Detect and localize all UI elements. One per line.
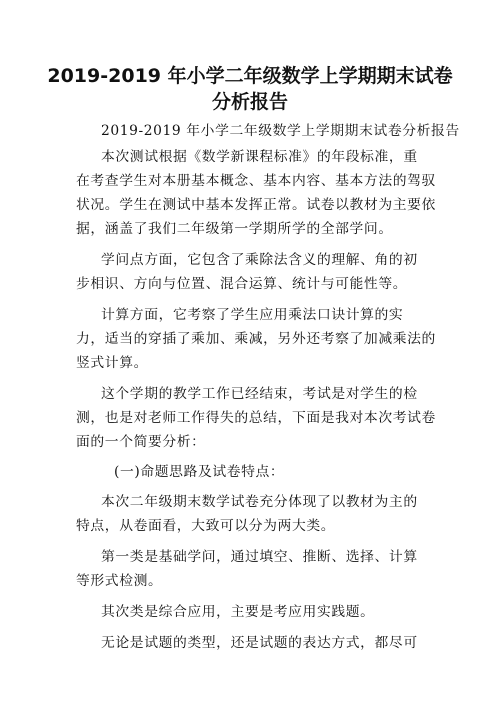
paragraph-line: 特点，从卷面看，大致可以分为两大类。: [76, 518, 336, 534]
paragraph-line: 力，适当的穿插了乘加、乘减，另外还考察了加减乘法的: [76, 331, 436, 347]
paragraph-line: 等形式检测。: [76, 573, 163, 589]
paragraph-line: 竖式计算。: [76, 355, 148, 371]
paragraph-line: 面的一个简要分析：: [76, 434, 206, 450]
paragraph-line: 计算方面，它考察了学生应用乘法口诀计算的实: [101, 307, 404, 323]
paragraph-line: 第一类是基础学问，通过填空、推断、选择、计算: [101, 549, 418, 565]
document-title-line-1: 2019-2019 年小学二年级数学上学期期末试卷: [47, 65, 453, 87]
paragraph-line: 在考查学生对本册基本概念、基本内容、基本方法的驾驭: [76, 173, 436, 189]
paragraph-line: 步相识、方向与位置、混合运算、统计与可能性等。: [76, 276, 408, 292]
paragraph-line: 这个学期的教学工作已经结束，考试是对学生的检: [101, 386, 418, 402]
document-title-line-2: 分析报告: [211, 91, 288, 113]
paragraph-line: 学问点方面，它包含了乘除法含义的理解、角的初: [101, 252, 418, 268]
subtitle-line: 2019-2019 年小学二年级数学上学期期末试卷分析报告: [101, 123, 460, 139]
paragraph-line: 本次二年级期末数学试卷充分体现了以教材为主的: [101, 494, 418, 510]
paragraph-line: 其次类是综合应用，主要是考应用实践题。: [101, 604, 375, 620]
paragraph-line: 本次测试根据《数学新课程标准》的年段标准，重: [101, 149, 418, 165]
paragraph-line: 测，也是对老师工作得失的总结，下面是我对本次考试卷: [76, 410, 436, 426]
paragraph-line: 无论是试题的类型，还是试题的表达方式，都尽可: [101, 635, 418, 651]
paragraph-line: 状况。学生在测试中基本发挥正常。试卷以教材为主要依: [76, 197, 436, 213]
section-heading: (一)命题思路及试卷特点：: [114, 464, 285, 480]
paragraph-line: 据，涵盖了我们二年级第一学期所学的全部学问。: [76, 221, 393, 237]
